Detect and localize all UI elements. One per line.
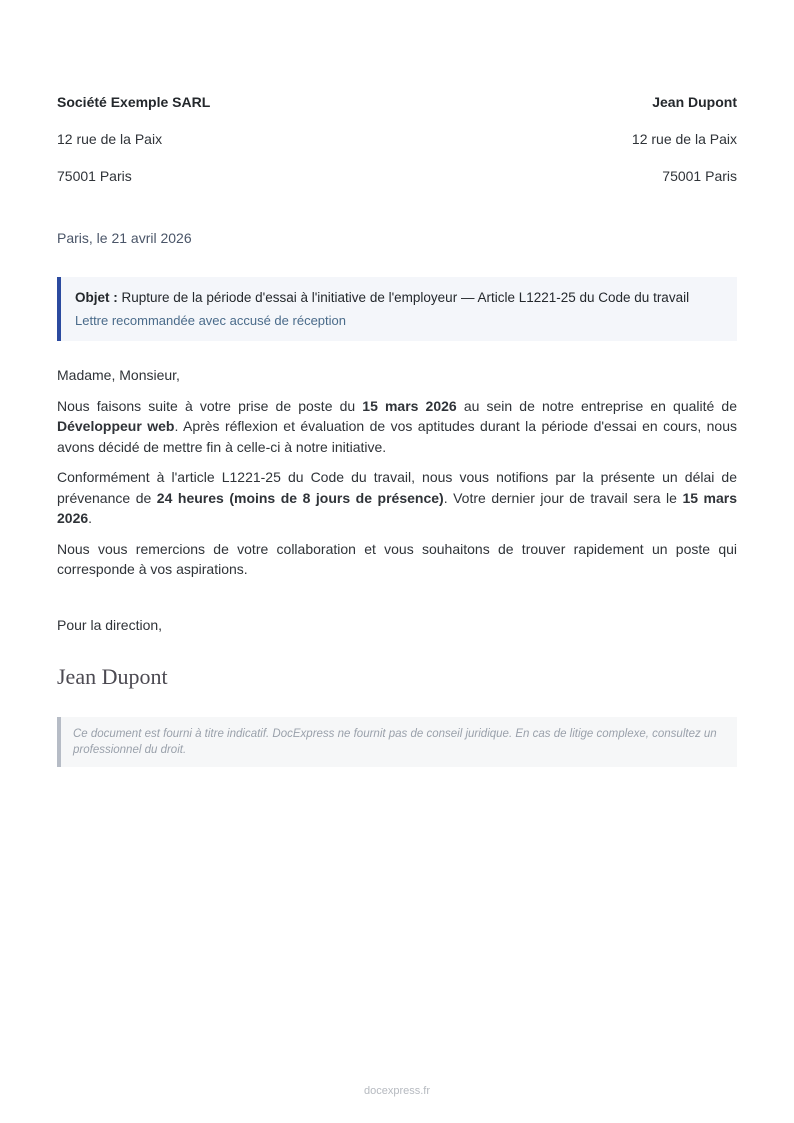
disclaimer-box [57, 717, 737, 767]
sender-block [57, 92, 210, 203]
closing-line: Pour la direction, [57, 616, 163, 633]
address-row [57, 92, 737, 203]
recipient-address-line-1: 12 rue de la Paix [631, 131, 737, 147]
subject-text: Rupture de la période d'essai à l'initiative de l'employeur — Article L1221-25 du Code du travail [121, 290, 690, 305]
body-paragraph-1: Nous faisons suite à votre prise de poste du 15 mars 2026 au sein de notre entreprise en qualité de Développeur web. Après réflexion et évaluation de vos aptitudes durant la période d'essai en cours, nous avons décidé de mettre fin à celle-ci à notre initiative. [57, 397, 737, 455]
recipient-block [632, 92, 737, 203]
disclaimer-text: Ce document est fourni à titre indicatif. DocExpress ne fournit pas de conseil juridique. En cas de litige complexe, consultez un professionnel du droit. [73, 727, 717, 756]
subject-subtitle: Lettre recommandée avec accusé de réception [75, 313, 346, 328]
body-paragraph-3: Nous vous remercions de votre collaboration et vous souhaitons de trouver rapidement un poste qui corresponde à vos aspirations. [57, 540, 737, 577]
sender-name: Société Exemple SARL [57, 94, 211, 110]
recipient-name: Jean Dupont [652, 94, 737, 110]
salutation: Madame, Monsieur, [57, 367, 180, 383]
sender-address-line-1: 12 rue de la Paix [57, 131, 163, 147]
subject-line [75, 288, 723, 308]
subject-box [57, 277, 737, 341]
dateline: Paris, le 21 avril 2026 [57, 230, 192, 246]
sender-address-line-2: 75001 Paris [57, 168, 132, 184]
subject-label: Objet : [75, 290, 118, 305]
letter-body [57, 365, 737, 580]
footer-site-label: docexpress.fr [363, 1085, 431, 1097]
body-paragraph-2: Conformément à l'article L1221-25 du Code du travail, nous vous notifions par la présente un délai de prévenance de 24 heures (moins de 8 jours de présence). Votre dernier jour de travail sera le 15 mars 2026. [57, 469, 738, 526]
recipient-address-line-2: 75001 Paris [662, 168, 737, 184]
signature-name: Jean Dupont [57, 663, 168, 689]
